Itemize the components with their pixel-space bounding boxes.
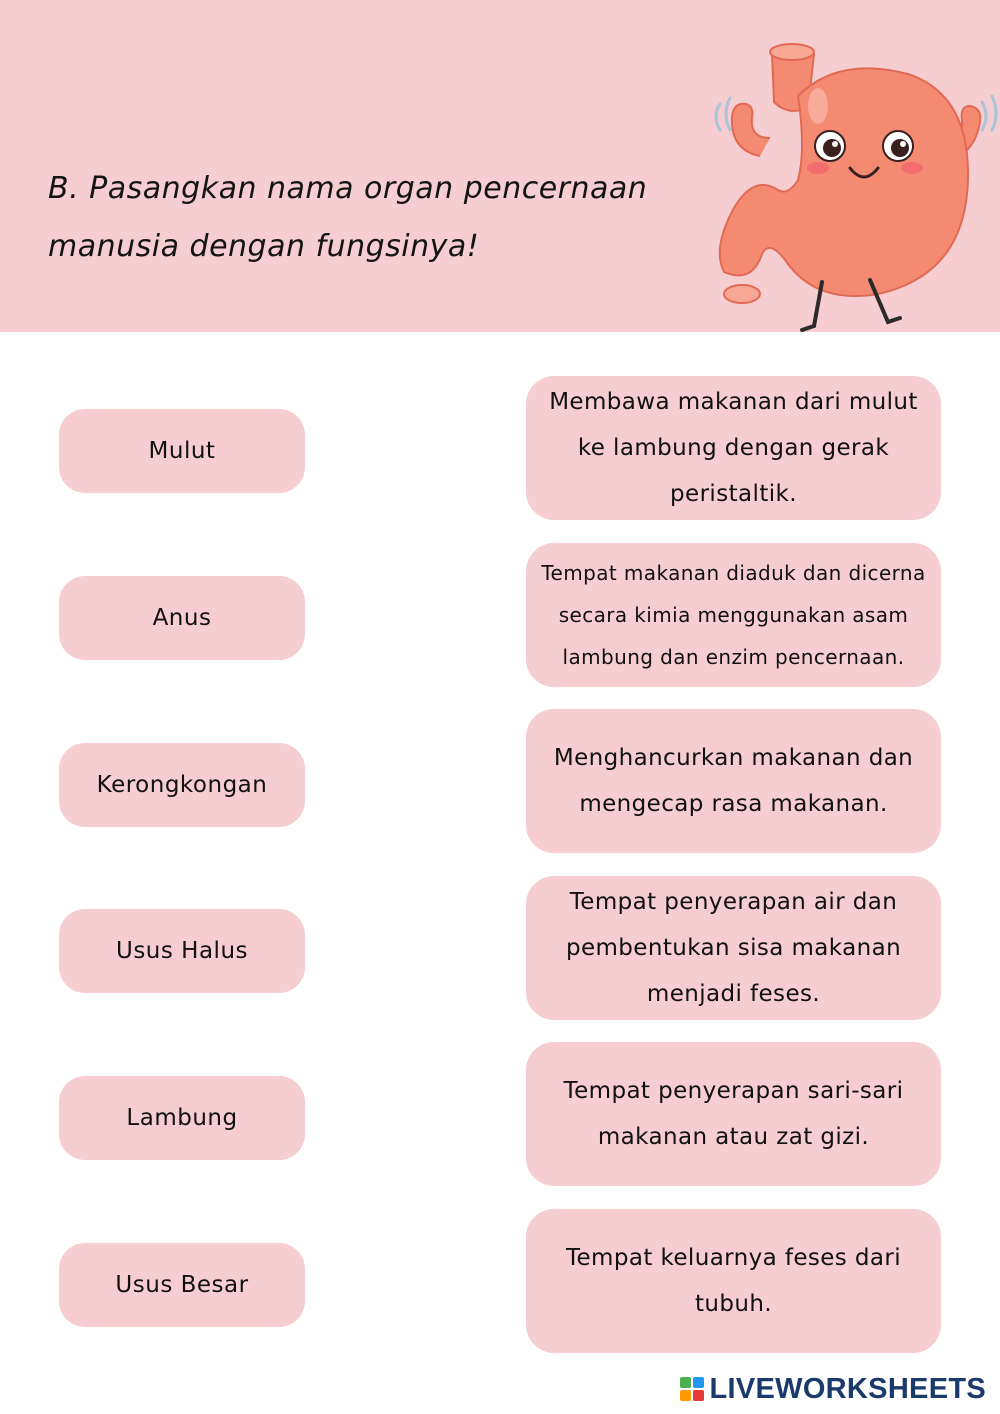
organ-card-kerongkongan[interactable]	[59, 743, 305, 827]
organ-label: Usus Halus	[115, 938, 249, 964]
liveworksheets-logo-icon	[680, 1377, 704, 1401]
organ-card-mulut[interactable]	[59, 409, 305, 493]
stomach-mascot-icon	[700, 36, 1000, 336]
organ-label: Kerongkongan	[96, 772, 268, 798]
organ-card-anus[interactable]	[59, 576, 305, 660]
function-card-5[interactable]	[526, 1042, 941, 1186]
function-text: Tempat penyerapan sari-sari makanan atau zat gizi.	[563, 1078, 904, 1150]
function-text: Tempat keluarnya feses dari tubuh.	[565, 1245, 902, 1317]
organ-label: Usus Besar	[115, 1272, 249, 1298]
function-card-2[interactable]	[526, 543, 941, 687]
function-text: Tempat makanan diaduk dan dicerna secara kimia menggunakan asam lambung dan enzim pencernaan.	[541, 561, 926, 669]
function-card-6[interactable]	[526, 1209, 941, 1353]
page-title: B. Pasangkan nama organ pencernaan manusia dengan fungsinya!	[48, 171, 648, 264]
organ-label: Anus	[152, 605, 212, 631]
brand-name: LIVEWORKSHEETS	[709, 1372, 986, 1405]
function-card-4[interactable]	[526, 876, 941, 1020]
organ-label: Mulut	[148, 438, 216, 464]
organ-card-usus-besar[interactable]	[59, 1243, 305, 1327]
function-text: Tempat penyerapan air dan pembentukan sisa makanan menjadi feses.	[565, 889, 902, 1007]
brand-footer[interactable]	[680, 1372, 987, 1406]
organ-card-usus-halus[interactable]	[59, 909, 305, 993]
function-card-3[interactable]	[526, 709, 941, 853]
organ-card-lambung[interactable]	[59, 1076, 305, 1160]
function-card-1[interactable]	[526, 376, 941, 520]
function-text: Menghancurkan makanan dan mengecap rasa makanan.	[553, 745, 914, 817]
function-text: Membawa makanan dari mulut ke lambung dengan gerak peristaltik.	[549, 389, 918, 507]
organ-label: Lambung	[126, 1105, 238, 1131]
